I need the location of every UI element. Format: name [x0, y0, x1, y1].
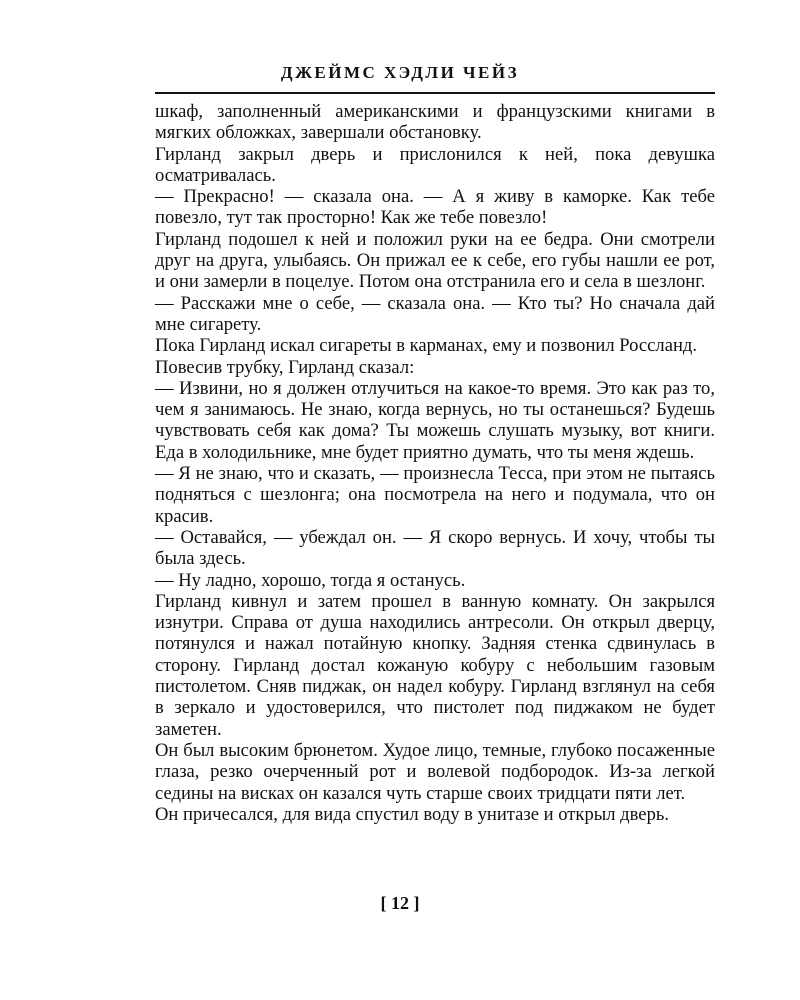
- paragraph: — Извини, но я должен отлучиться на какое-то время. Это как раз то, чем я занимаюсь. Не знаю, когда вернусь, но ты останешься? Будешь чувствовать себя как дома? Ты можешь слушать музыку, вот книги. Еда в холодильнике, мне будет приятно думать, что ты меня ждешь.: [155, 377, 715, 463]
- body-text: [155, 101, 715, 825]
- paragraph: — Оставайся, — убеждал он. — Я скоро вернусь. И хочу, чтобы ты была здесь.: [155, 526, 715, 570]
- paragraph: — Расскажи мне о себе, — сказала она. — Кто ты? Но сначала дай мне сигарету.: [155, 292, 715, 335]
- page-number: [ 12 ]: [380, 893, 420, 913]
- paragraph: — Ну ладно, хорошо, тогда я останусь.: [155, 569, 466, 591]
- paragraph: шкаф, заполненный американскими и французскими книгами в мягких обложках, завершали обстановку.: [155, 101, 715, 144]
- paragraph: Пока Гирланд искал сигареты в карманах, ему и позвонил Россланд.: [155, 335, 698, 357]
- paragraph: Гирланд подошел к ней и положил руки на ее бедра. Они смотрели друг на друга, улыбаясь. Он прижал ее к себе, его губы нашли ее рот, и они замерли в поцелуе. Потом она отстранила его и села в шезлонг.: [155, 228, 715, 293]
- paragraph: Гирланд кивнул и затем прошел в ванную комнату. Он закрылся изнутри. Справа от душа находились антресоли. Он открыл дверцу, потянулся и нажал потайную кнопку. Задняя стенка сдвинулась в сторону. Гирланд достал кожаную кобуру с небольшим газовым пистолетом. Сняв пиджак, он надел кобуру. Гирланд взглянул на себя в зеркало и удостоверился, что пистолет под пиджаком не будет заметен.: [155, 590, 715, 740]
- header-rule: [155, 92, 715, 94]
- paragraph: — Я не знаю, что и сказать, — произнесла Тесса, при этом не пытаясь подняться с шезлонга; она посмотрела на него и подумала, что он красив.: [155, 463, 715, 527]
- paragraph: Гирланд закрыл дверь и прислонился к ней, пока девушка осматривалась.: [155, 143, 715, 186]
- running-head: ДЖЕЙМС ХЭДЛИ ЧЕЙЗ: [280, 63, 520, 82]
- paragraph: Он был высоким брюнетом. Худое лицо, темные, глубоко посаженные глаза, резко очерченный рот и волевой подбородок. Из-за легкой седины на висках он казался чуть старше своих тридцати пяти лет.: [155, 739, 715, 804]
- paragraph: Повесив трубку, Гирланд сказал:: [155, 356, 415, 378]
- paragraph: — Прекрасно! — сказала она. — А я живу в каморке. Как тебе повезло, тут так просторно! Как же тебе повезло!: [155, 186, 715, 229]
- paragraph: Он причесался, для вида спустил воду в унитазе и открыл дверь.: [155, 803, 669, 825]
